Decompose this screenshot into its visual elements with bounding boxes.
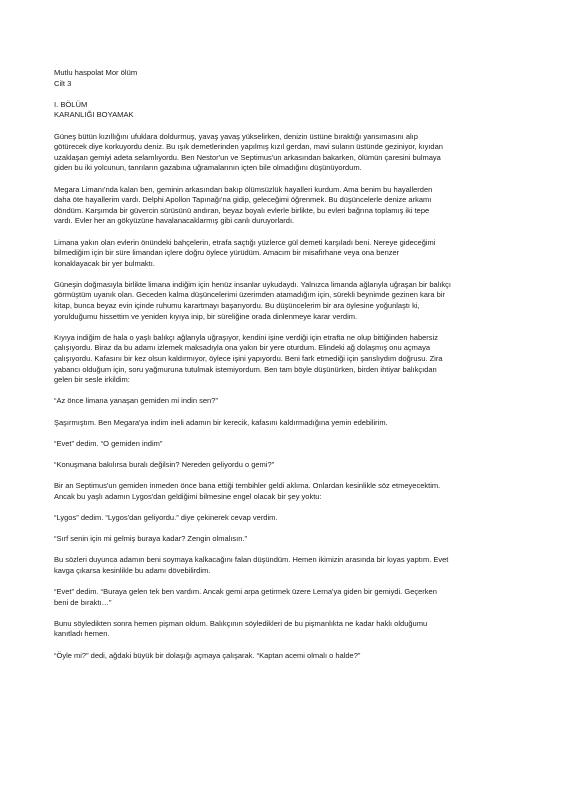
paragraph bbox=[54, 513, 516, 524]
paragraph bbox=[54, 280, 516, 322]
paragraph bbox=[54, 439, 516, 450]
paragraph-line: Güneş bütün kızıllığını ufuklara doldurmuş, yavaş yavaş yükselirken, denizin üstüne bıraktığı yansımasını alıp bbox=[54, 131, 418, 141]
paragraph-line: konaklayacak bir yer bulmaktı. bbox=[54, 258, 155, 268]
chapter-number: I. BÖLÜM bbox=[54, 99, 88, 109]
chapter-title: KARANLIĞI BOYAMAK bbox=[54, 110, 134, 120]
paragraph-line: götürecek diye korkuyordu deniz. Bu ışık demetlerinden yapılmış kızıl gerdan, mavi suların üstünde geziniyor, kıyıdan bbox=[54, 142, 443, 152]
paragraph-line: giden bu iki yolcunun, tanrıların gazabına uğramalarının içten bile olmadığını düşünüyordum. bbox=[54, 163, 362, 173]
paragraph bbox=[54, 555, 516, 576]
paragraph bbox=[54, 619, 516, 640]
paragraph-line: bilmediğim için bir süre limandan içlere doğru öylece yürüdüm. Amacım bir misafirhane veya ona benzer bbox=[54, 248, 400, 258]
paragraph-line: Bu sözleri duyunca adamın beni soymaya kalkacağını falan düşündüm. Hemen ikimizin arasında bir kıyas yaptım. Evet bbox=[54, 555, 449, 565]
paragraph-line: gelen bir sesle irkildim: bbox=[54, 375, 130, 385]
paragraph-line: beni de bıraktı…” bbox=[54, 597, 112, 607]
paragraph-line: kanıtladı hemen. bbox=[54, 629, 110, 639]
paragraph bbox=[54, 132, 516, 174]
paragraph-line: Megara Limanı'nda kalan ben, geminin arkasından bakıp ölümsüzlük hayalleri kurdum. Ama benim bu hayallerden bbox=[54, 184, 433, 194]
paragraph-line: Güneşin doğmasıyla birlikte limana indiğim için henüz insanlar uykudaydı. Yalnızca limanda ağlarıyla uğraşan bir balıkçı bbox=[54, 279, 452, 289]
paragraph-line: Bunu söyledikten sonra hemen pişman oldum. Balıkçının söyledikleri de bu pişmanlıkta ne kadar haklı olduğumu bbox=[54, 618, 428, 628]
document-body bbox=[54, 68, 516, 661]
paragraph-line: uzaklaşan gemiyi adeta selamlıyordu. Ben Nestor'un ve Septimus'un arkasından bakarken, ölümün çaresini bulmaya bbox=[54, 152, 441, 162]
paragraph-line: çalışıyordu. Biraz da bu adamı izlemek maksadıyla ona yakın bir yere oturdum. Elindeki ağ dolaşmış onu açmaya bbox=[54, 343, 431, 353]
paragraph-line: görmüştüm uyanık olan. Geceden kalma düşüncelerimi üzerimden atamadığım için, sürekli beynimde gezinen kara bir bbox=[54, 290, 446, 300]
document-header bbox=[54, 68, 516, 89]
paragraph-line: daha öte hayallerim vardı. Delphi Apollon Tapınağı'na gidip, geleceğimi öğrenmek. Bu düşüncelerle denize arkamı bbox=[54, 195, 432, 205]
paragraph-line: kitap, bunca beyaz evin içinde ruhumu karartmayı başarıyordu. Bu düşüncelerim bir ara öylesine yoğunlaştı ki, bbox=[54, 301, 420, 311]
paragraph-list bbox=[54, 132, 516, 662]
paragraph-line: “Öyle mi?” dedi, ağdaki büyük bir dolaşığı açmaya çalışarak. “Kaptan acemi olmalı o halde?” bbox=[54, 650, 361, 660]
paragraph bbox=[54, 534, 516, 545]
paragraph bbox=[54, 587, 516, 608]
paragraph-line: “Lygos” dedim. “Lygos'dan geliyordu.” diye çekinerek cevap verdim. bbox=[54, 512, 278, 522]
paragraph-line: “Evet” dedim. “O gemiden indim” bbox=[54, 438, 163, 448]
paragraph bbox=[54, 481, 516, 502]
paragraph-line: Ancak bu yaşlı adamın Lygos'dan geldiğimi bilmesine engel olacak bir şey yoktu: bbox=[54, 491, 322, 501]
paragraph-line: “Az önce limana yanaşan gemiden mi indin sen?” bbox=[54, 396, 218, 406]
paragraph bbox=[54, 333, 516, 386]
book-title: Mutlu haspolat Mor ölüm bbox=[54, 68, 138, 77]
paragraph-line: “Konuşmana bakılırsa buralı değilsin? Nereden geliyordu o gemi?” bbox=[54, 459, 275, 469]
paragraph-line: Kıyıya indiğim de hala o yaşlı balıkçı ağlarıyla uğraşıyor, kendini işine verdiği için etrafta ne olup bittiğinden habersiz bbox=[54, 332, 438, 342]
paragraph-line: döndüm. Karşımda bir güvercin sürüsünü andıran, beyaz boyalı evlerle birlikte, bu evleri bağrına toplamış iki tepe bbox=[54, 205, 430, 215]
paragraph bbox=[54, 185, 516, 227]
paragraph bbox=[54, 418, 516, 429]
paragraph bbox=[54, 238, 516, 270]
paragraph-line: “Evet” dedim. “Buraya gelen tek ben vardım. Ancak gemi arpa getirmek üzere Lerna'ya giden bir gemiydi. Geçerken bbox=[54, 587, 437, 597]
paragraph-line: kavga çıkarsa kesinlikle bu adamı dövebilirdim. bbox=[54, 565, 211, 575]
paragraph-line: çalışıyordu. Kafasını bir kez olsun kaldırmıyor, öylece işini yapıyordu. Beni fark etmediği için şanslıydım doğrusu. Zira bbox=[54, 354, 443, 364]
paragraph-line: vardı. Evler her an gökyüzüne havalanacaklarmış gibi canlı duruyorlardı. bbox=[54, 216, 295, 226]
paragraph-line: Şaşırmıştım. Ben Megara'ya indim ineli adamın bir kerecik, kafasını kaldırmadığına yemin edebilirim. bbox=[54, 417, 388, 427]
paragraph-line: yabancı olduğum için, soru yağmuruna tutulmak istemiyordum. Ben tam böyle düşünürken, birden ihtiyar balıkçıdan bbox=[54, 364, 437, 374]
paragraph bbox=[54, 460, 516, 471]
paragraph-line: Bir an Septimus'un gemiden inmeden önce bana ettiği tembihler geldi aklıma. Onlardan kesinlikle söz etmeyecektim. bbox=[54, 481, 441, 491]
paragraph-line: Limana yakın olan evlerin önündeki bahçelerin, etrafa saçtığı yüzlerce gül demeti karşıladı beni. Nereye gideceğimi bbox=[54, 237, 436, 247]
paragraph bbox=[54, 651, 516, 662]
chapter-heading bbox=[54, 100, 516, 121]
paragraph-line: yorulduğumu hissettim ve yeniden kıyıya inip, bir süreliğine orada dinlenmeye karar verdim. bbox=[54, 311, 358, 321]
paragraph bbox=[54, 396, 516, 407]
paragraph-line: “Sırf senin için mi gelmiş buraya kadar? Zengin olmalısın.” bbox=[54, 534, 247, 544]
volume-label: Cilt 3 bbox=[54, 78, 72, 88]
